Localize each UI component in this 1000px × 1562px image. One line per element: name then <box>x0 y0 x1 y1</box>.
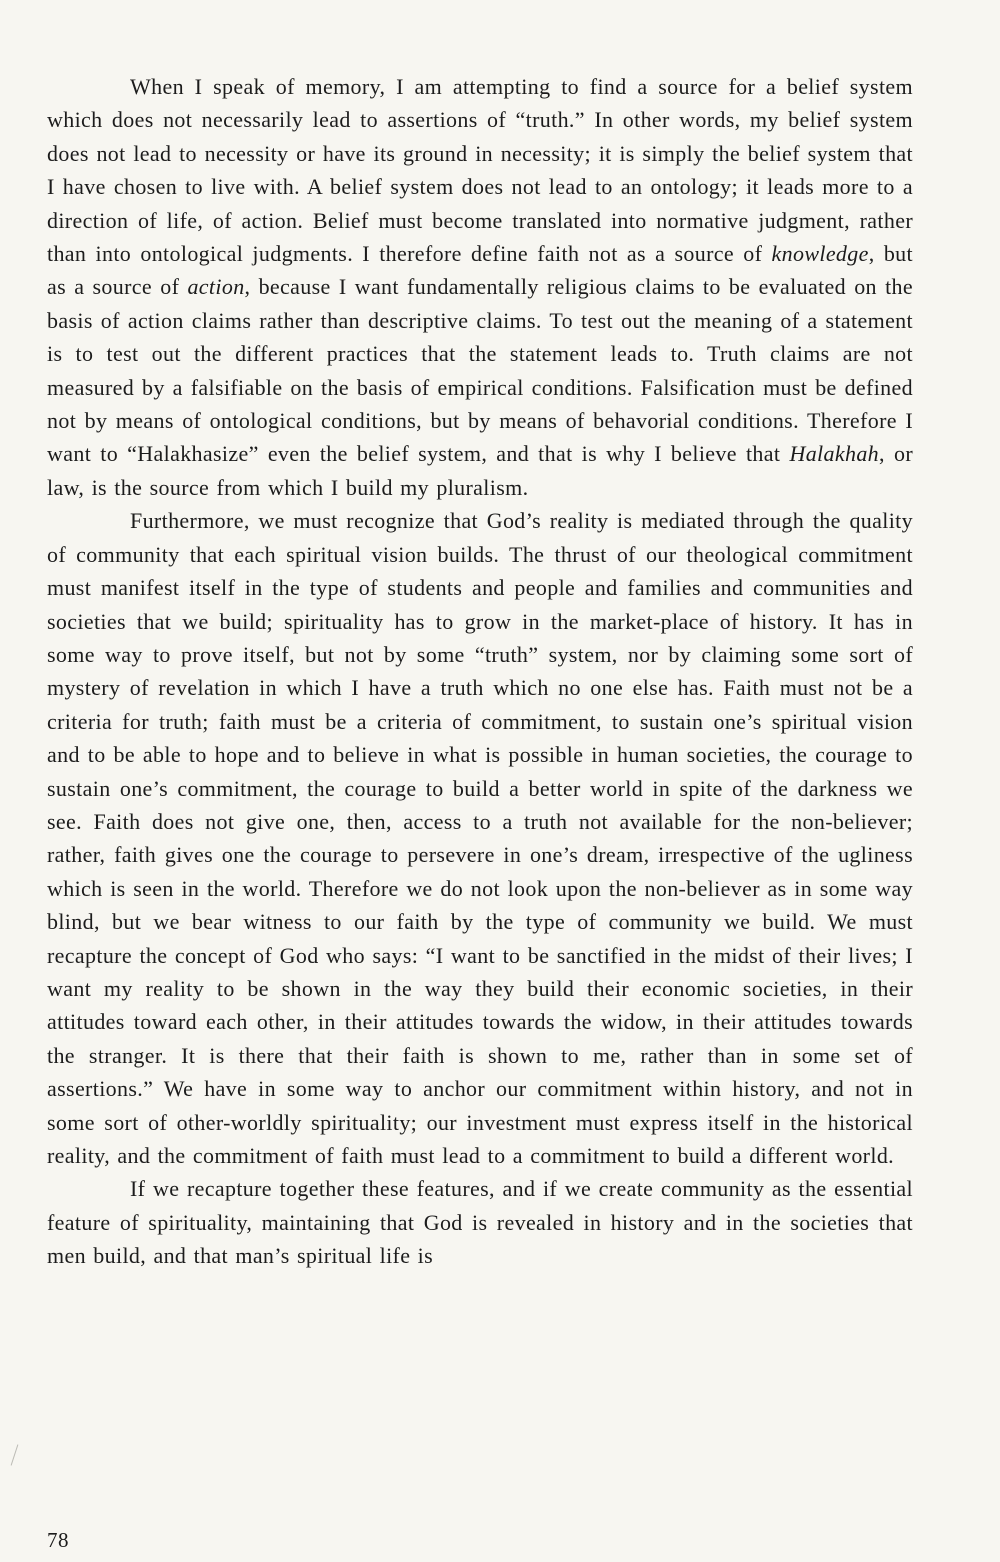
margin-pencil-mark <box>11 1444 19 1465</box>
paragraph-2 <box>47 504 913 1172</box>
paragraph-3-run-1: If we recapture together these features, and if we create community as the essential feature of spirituality, maintaining that God is revealed in history and in the societies that men build, and that man’s spiritual life is <box>47 1176 913 1269</box>
paragraph-1-run-3: , but as a source of <box>47 241 913 300</box>
paragraph-1-italic-knowledge: knowledge <box>771 241 869 267</box>
paragraph-1 <box>47 70 913 504</box>
paragraph-1-run-7: , or law, is the source from which I build my pluralism. <box>47 441 913 500</box>
paragraph-1-run-5: , because I want fundamentally religious claims to be evaluated on the basis of action claims rather than descriptive claims. To test out the meaning of a statement is to test out the different practices that the statement leads to. Truth claims are not measured by a falsifiable on the basis of empirical conditions. Falsification must be defined not by means of ontological conditions, but by means of behavorial conditions. Therefore I want to “Halakhasize” even the belief system, and that is why I believe that <box>47 274 914 467</box>
paragraph-1-italic-halakhah: Halakhah <box>789 441 880 467</box>
paragraph-1-run-1: When I speak of memory, I am attempting to find a source for a belief system which does not necessarily lead to assertions of “truth.” In other words, my belief system does not lead to necessity or have its ground in necessity; it is simply the belief system that I have chosen to live with. A belief system does not lead to an ontology; it leads more to a direction of life, of action. Belief must become translated into normative judgment, rather than into ontological judgments. I therefore define faith not as a source of <box>47 74 913 267</box>
paragraph-2-run-1: Furthermore, we must recognize that God’s reality is mediated through the quality of community that each spiritual vision builds. The thrust of our theological commitment must manifest itself in the type of students and people and families and communities and societies that we build; spirituality has to grow in the market-place of history. It has in some way to prove itself, but not by some “truth” system, nor by claiming some sort of mystery of revelation in which I have a truth which no one else has. Faith must not be a criteria for truth; faith must be a criteria of commitment, to sustain one’s spiritual vision and to be able to hope and to believe in what is possible in human societies, the courage to sustain one’s commitment, the courage to build a better world in spite of the darkness we see. Faith does not give one, then, access to a truth not available for the non-believer; rather, faith gives one the courage to persevere in one’s dream, irrespective of the ugliness which is seen in the world. Therefore we do not look upon the non-believer as in some way blind, but we bear witness to our faith by the type of community we build. We must recapture the concept of God who says: “I want to be sanctified in the midst of their lives; I want my reality to be shown in the way they build their economic societies, in their attitudes toward each other, in their attitudes towards the widow, in their attitudes towards the stranger. It is there that their faith is shown to me, rather than in some set of assertions.” We have in some way to anchor our commitment within history, and not in some sort of other-worldly spirituality; our investment must express itself in the historical reality, and the commitment of faith must lead to a commitment to build a different world. <box>47 508 913 1168</box>
page-number: 78 <box>47 1528 69 1552</box>
page-body <box>47 70 913 1273</box>
paragraph-3 <box>47 1172 913 1272</box>
paragraph-1-italic-action: action <box>187 274 245 300</box>
